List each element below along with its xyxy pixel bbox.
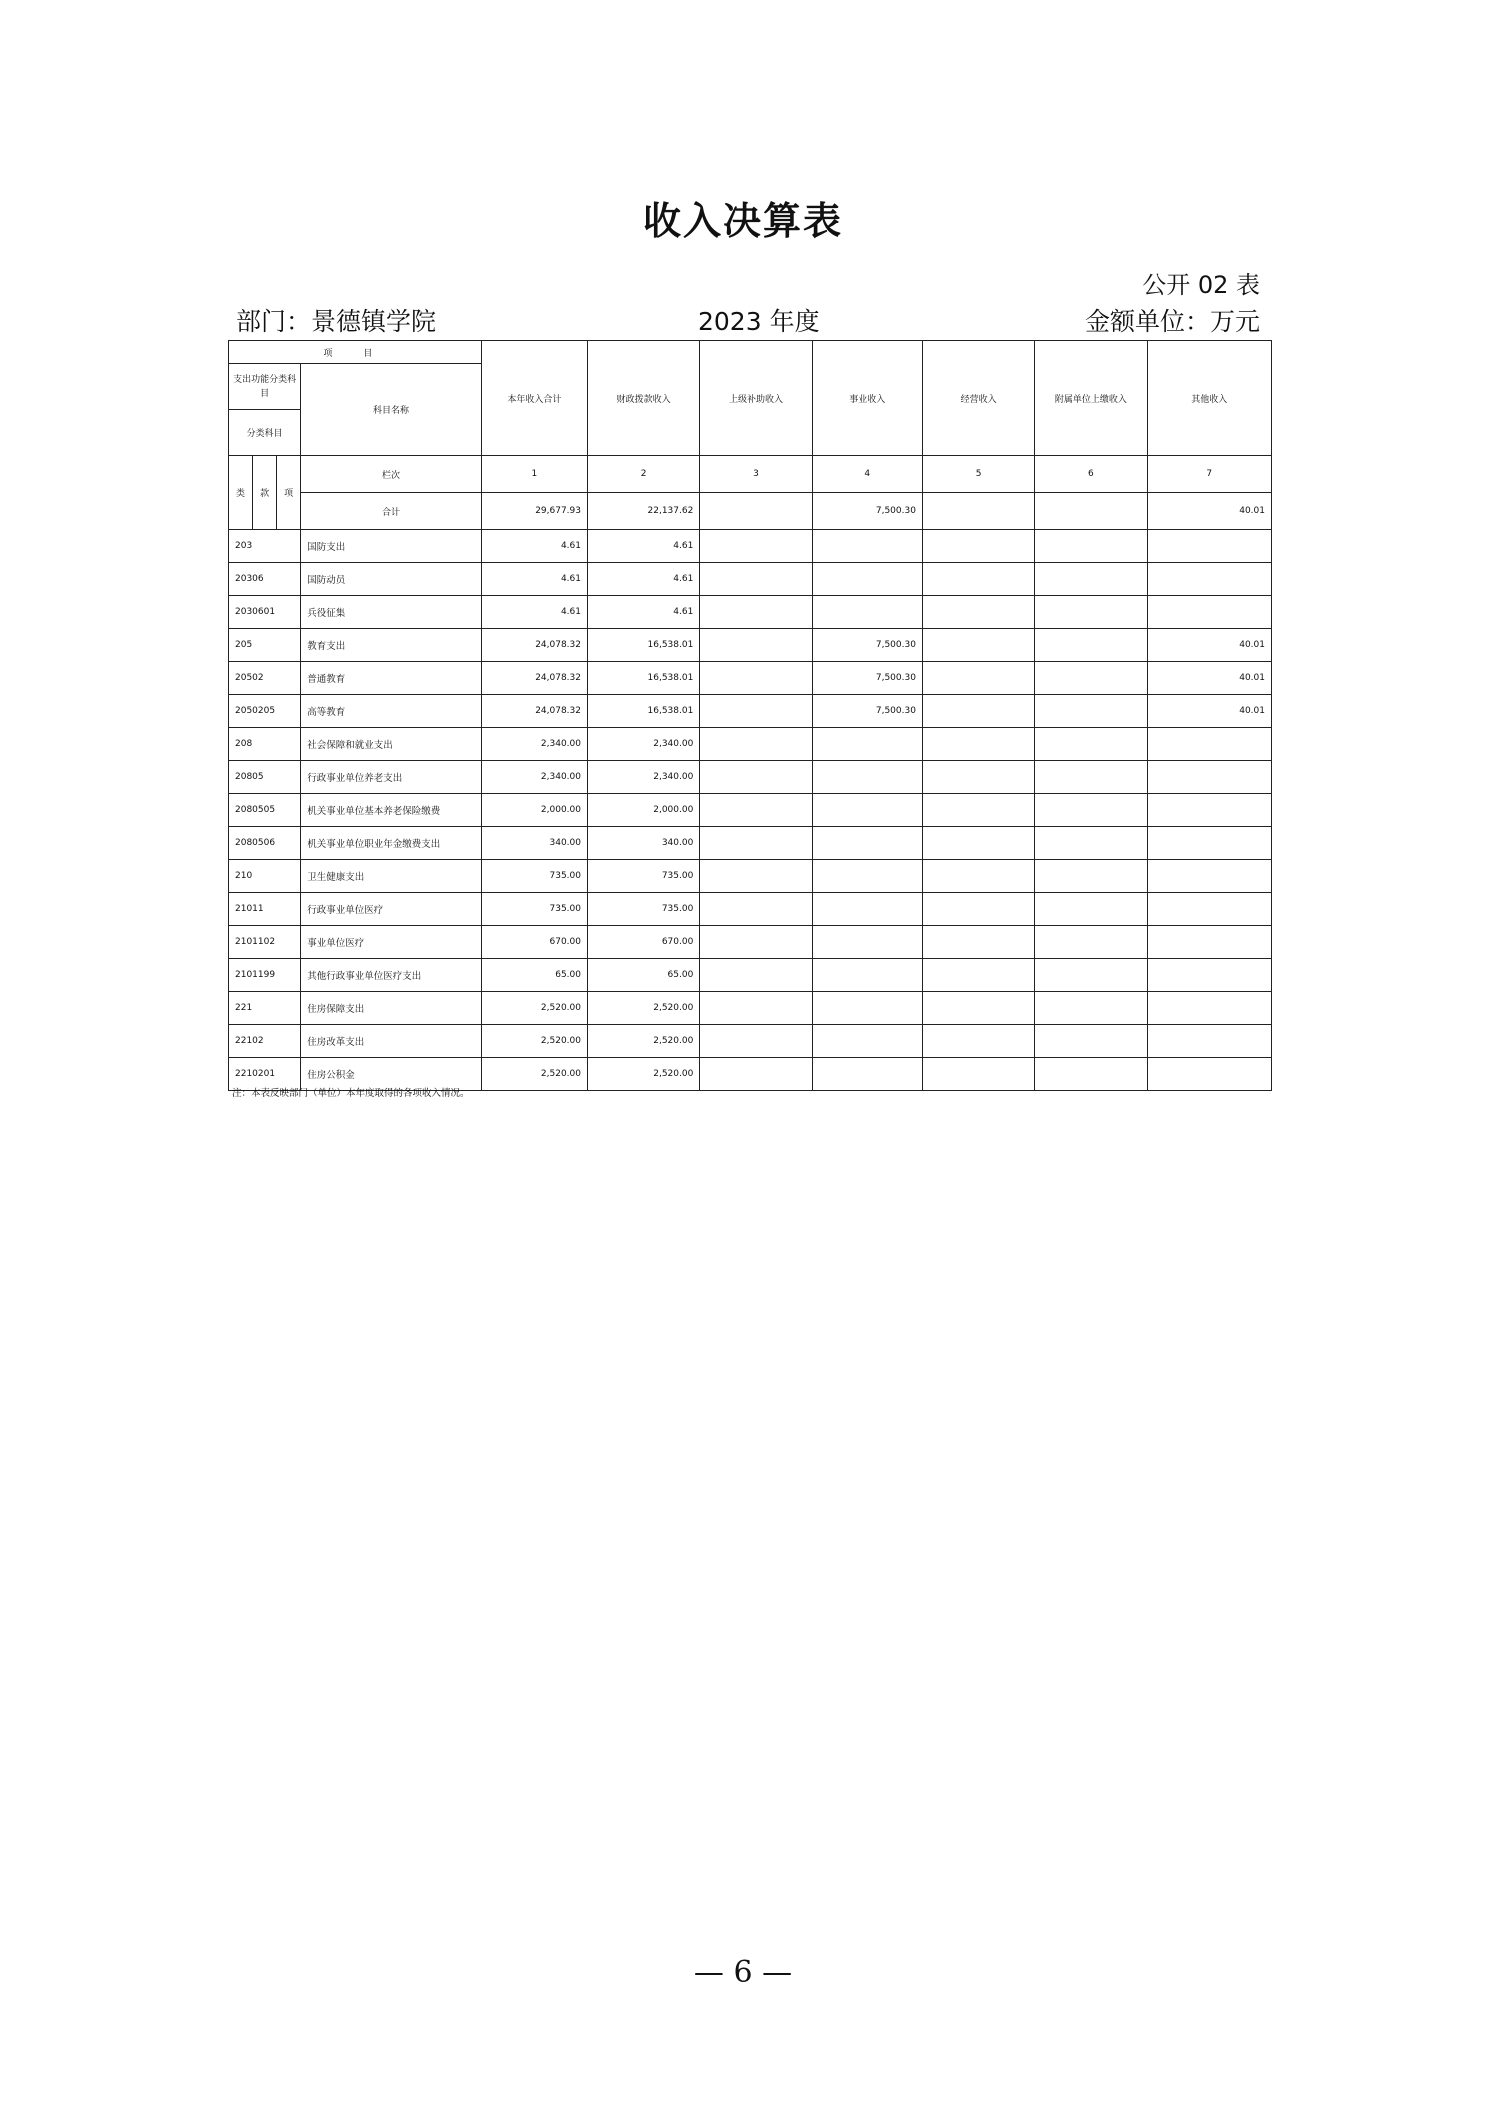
row-name: 高等教育: [301, 695, 482, 728]
row-name: 住房保障支出: [301, 992, 482, 1025]
row-value-3: [700, 662, 812, 695]
row-value-7: [1147, 761, 1271, 794]
row-name: 机关事业单位基本养老保险缴费: [301, 794, 482, 827]
row-value-4: [812, 1025, 922, 1058]
row-value-3: [700, 794, 812, 827]
row-name: 住房公积金: [301, 1058, 482, 1091]
row-code: 203: [229, 530, 301, 563]
row-value-1: 735.00: [481, 860, 587, 893]
row-value-1: 2,000.00: [481, 794, 587, 827]
row-value-1: 340.00: [481, 827, 587, 860]
row-value-7: [1147, 827, 1271, 860]
table-row: [229, 1025, 1272, 1058]
row-code: 2101102: [229, 926, 301, 959]
table-row: [229, 662, 1272, 695]
table-row: [229, 992, 1272, 1025]
row-value-2: 670.00: [588, 926, 700, 959]
row-value-7: [1147, 926, 1271, 959]
index-4: 4: [812, 456, 922, 493]
row-value-6: [1035, 629, 1147, 662]
header-project: 项 目: [229, 341, 482, 364]
row-value-5: [922, 662, 1034, 695]
year-label: 2023 年度: [698, 307, 820, 336]
header-col-3: 上级补助收入: [700, 341, 812, 456]
row-name: 国防支出: [301, 530, 482, 563]
row-value-6: [1035, 959, 1147, 992]
table-row: [229, 860, 1272, 893]
table-note: 注：本表反映部门（单位）本年度取得的各项收入情况。: [232, 1088, 470, 1099]
row-value-6: [1035, 695, 1147, 728]
row-code: 21011: [229, 893, 301, 926]
row-value-4: [812, 596, 922, 629]
unit-label: 金额单位：万元: [1084, 307, 1260, 336]
row-value-7: 40.01: [1147, 662, 1271, 695]
row-value-3: [700, 827, 812, 860]
row-value-7: 40.01: [1147, 629, 1271, 662]
row-value-3: [700, 761, 812, 794]
total-value-7: 40.01: [1147, 493, 1271, 530]
row-value-5: [922, 926, 1034, 959]
total-value-3: [700, 493, 812, 530]
row-value-4: [812, 530, 922, 563]
row-code: 205: [229, 629, 301, 662]
row-value-4: [812, 827, 922, 860]
header-class-kuan: 款: [253, 456, 277, 530]
row-code: 22102: [229, 1025, 301, 1058]
row-value-2: 65.00: [588, 959, 700, 992]
table-row: [229, 563, 1272, 596]
row-value-2: 4.61: [588, 530, 700, 563]
row-name: 兵役征集: [301, 596, 482, 629]
row-code: 20306: [229, 563, 301, 596]
total-value-5: [922, 493, 1034, 530]
row-value-1: 670.00: [481, 926, 587, 959]
row-value-3: [700, 1058, 812, 1091]
header-col-6: 附属单位上缴收入: [1035, 341, 1147, 456]
index-label: 栏次: [301, 456, 482, 493]
row-value-3: [700, 563, 812, 596]
index-1: 1: [481, 456, 587, 493]
row-value-1: 2,520.00: [481, 992, 587, 1025]
row-value-2: 16,538.01: [588, 695, 700, 728]
row-value-4: [812, 1058, 922, 1091]
table-row: [229, 827, 1272, 860]
header-subject-name: 科目名称: [301, 364, 482, 456]
row-value-2: 16,538.01: [588, 629, 700, 662]
row-value-7: [1147, 860, 1271, 893]
row-value-7: [1147, 959, 1271, 992]
row-value-5: [922, 1058, 1034, 1091]
row-value-7: 40.01: [1147, 695, 1271, 728]
row-name: 其他行政事业单位医疗支出: [301, 959, 482, 992]
row-value-6: [1035, 563, 1147, 596]
row-value-1: 2,520.00: [481, 1025, 587, 1058]
header-col-7: 其他收入: [1147, 341, 1271, 456]
table-body: [229, 530, 1272, 1091]
header-class-lei: 类: [229, 456, 253, 530]
row-value-4: [812, 992, 922, 1025]
row-value-3: [700, 596, 812, 629]
row-code: 2210201: [229, 1058, 301, 1091]
row-value-6: [1035, 1025, 1147, 1058]
total-value-1: 29,677.93: [481, 493, 587, 530]
row-value-3: [700, 959, 812, 992]
row-value-2: 735.00: [588, 860, 700, 893]
row-value-3: [700, 893, 812, 926]
total-value-4: 7,500.30: [812, 493, 922, 530]
row-value-7: [1147, 794, 1271, 827]
row-value-4: [812, 860, 922, 893]
index-5: 5: [922, 456, 1034, 493]
row-value-4: [812, 728, 922, 761]
row-value-7: [1147, 530, 1271, 563]
header-col-4: 事业收入: [812, 341, 922, 456]
table-row: [229, 629, 1272, 662]
row-value-5: [922, 596, 1034, 629]
row-code: 2050205: [229, 695, 301, 728]
row-value-7: [1147, 728, 1271, 761]
row-value-7: [1147, 563, 1271, 596]
total-value-6: [1035, 493, 1147, 530]
department-label: 部门：景德镇学院: [236, 307, 437, 336]
table-row: [229, 926, 1272, 959]
row-value-3: [700, 860, 812, 893]
row-value-3: [700, 992, 812, 1025]
page-number: — 6 —: [693, 1955, 793, 1990]
row-code: 2080505: [229, 794, 301, 827]
table-row: [229, 794, 1272, 827]
row-name: 事业单位医疗: [301, 926, 482, 959]
row-value-7: [1147, 893, 1271, 926]
row-value-6: [1035, 860, 1147, 893]
row-value-3: [700, 1025, 812, 1058]
row-name: 行政事业单位养老支出: [301, 761, 482, 794]
row-value-2: 340.00: [588, 827, 700, 860]
meta-row: [228, 302, 1260, 338]
total-label: 合计: [301, 493, 482, 530]
row-value-4: [812, 959, 922, 992]
row-value-3: [700, 695, 812, 728]
row-value-5: [922, 827, 1034, 860]
row-value-3: [700, 629, 812, 662]
row-value-4: [812, 893, 922, 926]
table-row: [229, 695, 1272, 728]
row-value-5: [922, 563, 1034, 596]
header-subject-code: 分类科目: [229, 410, 301, 456]
row-value-2: 2,520.00: [588, 1025, 700, 1058]
index-7: 7: [1147, 456, 1271, 493]
row-value-5: [922, 629, 1034, 662]
index-3: 3: [700, 456, 812, 493]
income-table: [228, 340, 1272, 1091]
row-code: 208: [229, 728, 301, 761]
total-value-2: 22,137.62: [588, 493, 700, 530]
row-value-7: [1147, 992, 1271, 1025]
row-code: 221: [229, 992, 301, 1025]
row-value-3: [700, 530, 812, 563]
row-value-5: [922, 695, 1034, 728]
row-value-2: 2,520.00: [588, 1058, 700, 1091]
row-code: 2080506: [229, 827, 301, 860]
row-value-3: [700, 926, 812, 959]
row-code: 210: [229, 860, 301, 893]
table-row: [229, 893, 1272, 926]
table-row: [229, 761, 1272, 794]
row-value-6: [1035, 926, 1147, 959]
row-value-6: [1035, 794, 1147, 827]
row-code: 2030601: [229, 596, 301, 629]
row-value-6: [1035, 596, 1147, 629]
table-row: [229, 728, 1272, 761]
row-value-1: 4.61: [481, 563, 587, 596]
page-title: 收入决算表: [642, 199, 843, 243]
row-name: 国防动员: [301, 563, 482, 596]
row-value-4: [812, 794, 922, 827]
row-value-6: [1035, 1058, 1147, 1091]
row-value-1: 735.00: [481, 893, 587, 926]
row-value-1: 24,078.32: [481, 662, 587, 695]
row-value-5: [922, 1025, 1034, 1058]
row-value-6: [1035, 992, 1147, 1025]
row-value-7: [1147, 1025, 1271, 1058]
header-col-1: 本年收入合计: [481, 341, 587, 456]
row-value-1: 2,340.00: [481, 761, 587, 794]
row-value-5: [922, 860, 1034, 893]
row-name: 住房改革支出: [301, 1025, 482, 1058]
row-value-4: [812, 563, 922, 596]
row-value-4: 7,500.30: [812, 662, 922, 695]
table-row: [229, 596, 1272, 629]
row-name: 卫生健康支出: [301, 860, 482, 893]
row-value-5: [922, 761, 1034, 794]
row-name: 社会保障和就业支出: [301, 728, 482, 761]
row-value-6: [1035, 662, 1147, 695]
header-col-2: 财政拨款收入: [588, 341, 700, 456]
row-value-5: [922, 530, 1034, 563]
header-col-5: 经营收入: [922, 341, 1034, 456]
row-value-5: [922, 794, 1034, 827]
row-value-1: 4.61: [481, 596, 587, 629]
header-class-xiang: 项: [277, 456, 301, 530]
row-name: 行政事业单位医疗: [301, 893, 482, 926]
row-value-1: 24,078.32: [481, 629, 587, 662]
row-value-4: [812, 926, 922, 959]
row-value-6: [1035, 530, 1147, 563]
header-func-class: 支出功能分类科目: [229, 364, 301, 410]
row-value-1: 65.00: [481, 959, 587, 992]
row-value-3: [700, 728, 812, 761]
row-value-6: [1035, 893, 1147, 926]
form-code: 公开 02 表: [1142, 271, 1260, 299]
row-code: 2101199: [229, 959, 301, 992]
row-value-4: [812, 761, 922, 794]
row-value-5: [922, 992, 1034, 1025]
row-name: 机关事业单位职业年金缴费支出: [301, 827, 482, 860]
row-value-4: 7,500.30: [812, 629, 922, 662]
row-value-2: 2,000.00: [588, 794, 700, 827]
row-name: 普通教育: [301, 662, 482, 695]
row-value-5: [922, 893, 1034, 926]
row-value-6: [1035, 827, 1147, 860]
index-2: 2: [588, 456, 700, 493]
row-value-1: 2,340.00: [481, 728, 587, 761]
table-row: [229, 959, 1272, 992]
index-6: 6: [1035, 456, 1147, 493]
row-value-2: 2,520.00: [588, 992, 700, 1025]
row-value-6: [1035, 761, 1147, 794]
row-value-7: [1147, 596, 1271, 629]
row-value-1: 2,520.00: [481, 1058, 587, 1091]
row-code: 20805: [229, 761, 301, 794]
row-value-2: 735.00: [588, 893, 700, 926]
row-value-6: [1035, 728, 1147, 761]
row-value-1: 24,078.32: [481, 695, 587, 728]
row-value-2: 4.61: [588, 596, 700, 629]
row-value-2: 4.61: [588, 563, 700, 596]
row-value-2: 2,340.00: [588, 728, 700, 761]
row-value-1: 4.61: [481, 530, 587, 563]
row-name: 教育支出: [301, 629, 482, 662]
table-row: [229, 530, 1272, 563]
row-code: 20502: [229, 662, 301, 695]
row-value-5: [922, 728, 1034, 761]
row-value-4: 7,500.30: [812, 695, 922, 728]
row-value-7: [1147, 1058, 1271, 1091]
row-value-5: [922, 959, 1034, 992]
row-value-2: 16,538.01: [588, 662, 700, 695]
row-value-2: 2,340.00: [588, 761, 700, 794]
